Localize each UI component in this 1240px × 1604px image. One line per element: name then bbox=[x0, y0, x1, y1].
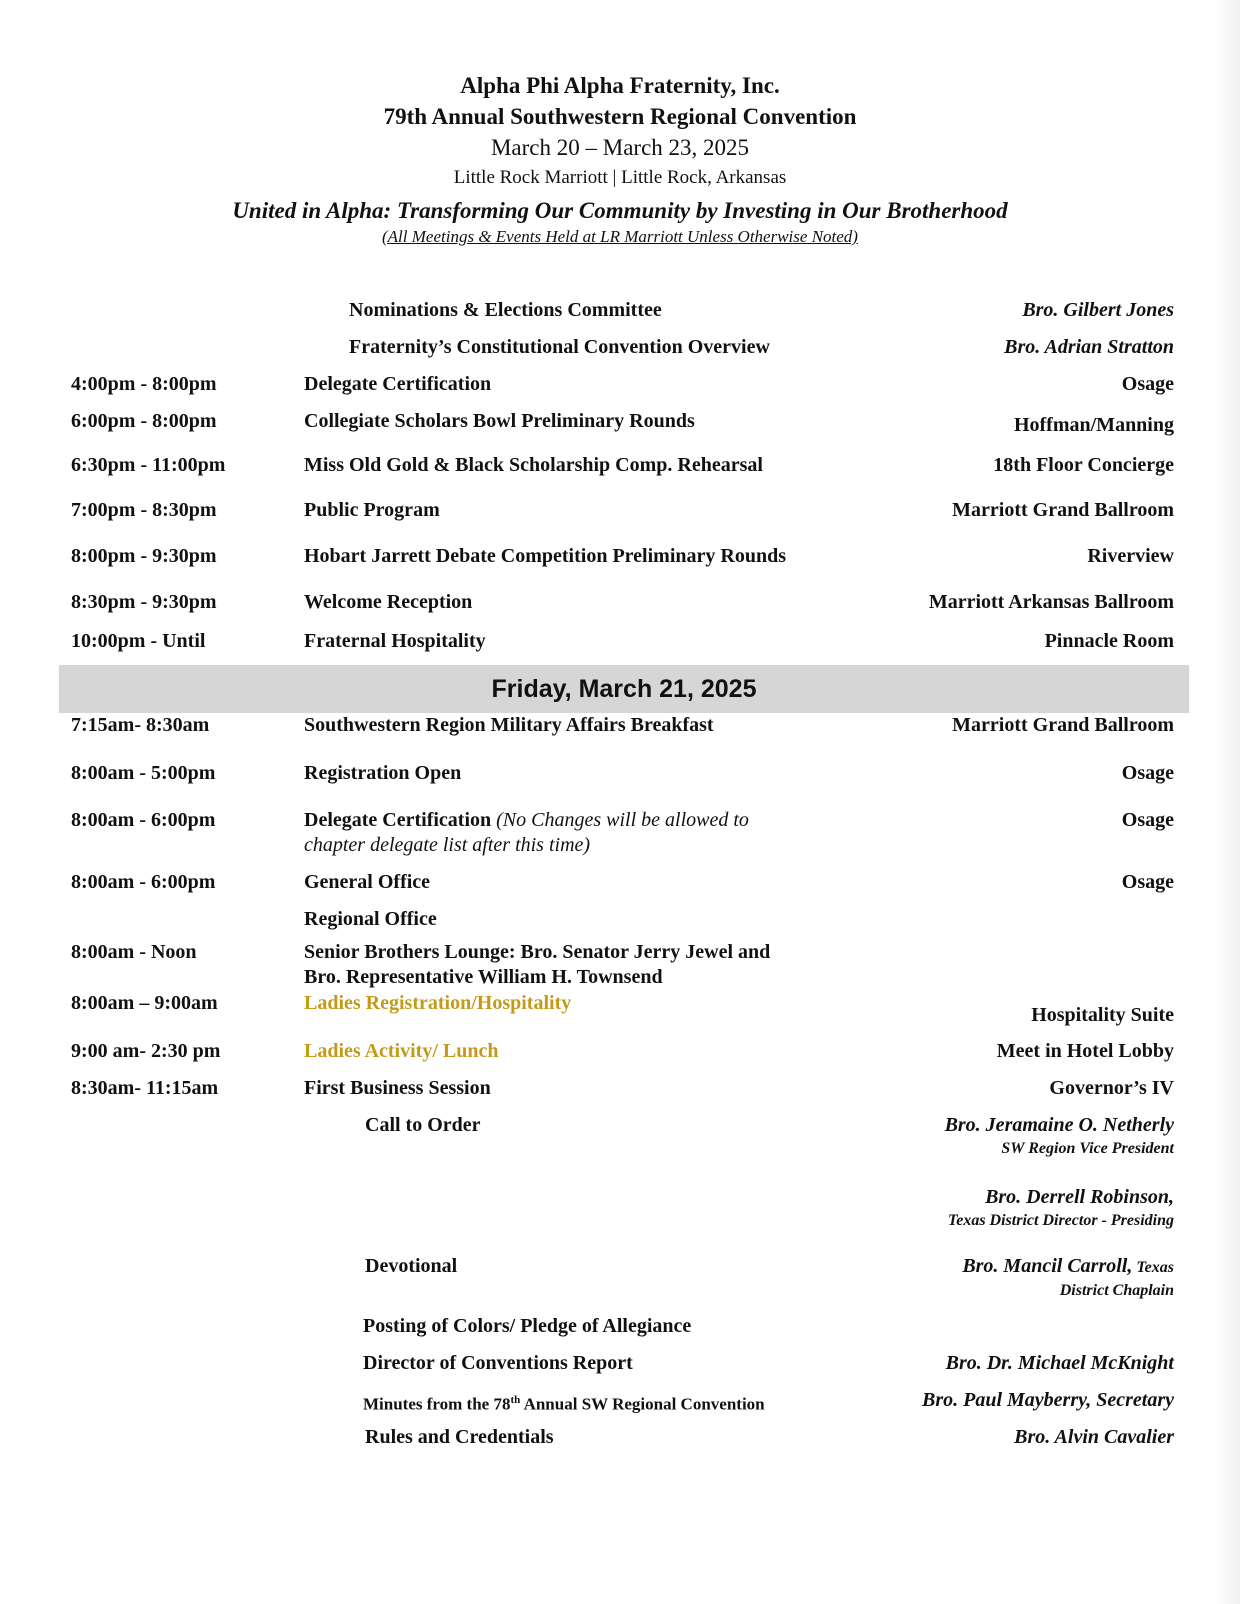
row-time: 8:00am - 6:00pm bbox=[71, 809, 216, 831]
row-title: Fraternal Hospitality bbox=[304, 630, 486, 652]
convention-theme: United in Alpha: Transforming Our Community by Investing in Our Brotherhood bbox=[232, 198, 1008, 223]
row-location: Osage bbox=[1121, 373, 1174, 395]
row-time: 4:00pm - 8:00pm bbox=[71, 373, 217, 395]
row-time: 8:00am - 5:00pm bbox=[71, 762, 216, 784]
row-title: Fraternity’s Constitutional Convention Overview bbox=[349, 336, 770, 358]
session-item-title: Call to Order bbox=[365, 1114, 481, 1136]
session-item-presenter bbox=[948, 1185, 1174, 1232]
row-title-text-2: Bro. Representative William H. Townsend bbox=[304, 966, 663, 988]
row-title: Registration Open bbox=[304, 762, 462, 784]
row-location: Riverview bbox=[1087, 545, 1174, 567]
presenter-name-suffix: Texas bbox=[1132, 1259, 1174, 1276]
row-title: Ladies Activity/ Lunch bbox=[304, 1040, 499, 1062]
row-location: Marriott Arkansas Ballroom bbox=[928, 591, 1174, 613]
row-title: Miss Old Gold & Black Scholarship Comp. Rehearsal bbox=[304, 454, 763, 476]
presenter-name: Bro. Jeramaine O. Netherly bbox=[944, 1114, 1174, 1136]
session-item-presenter: Bro. Paul Mayberry, Secretary bbox=[921, 1389, 1174, 1411]
session-item-title-text: Minutes from the 78 bbox=[363, 1394, 511, 1414]
presenter-role: District Chaplain bbox=[1059, 1282, 1174, 1299]
row-time: 7:15am- 8:30am bbox=[71, 714, 210, 736]
convention-venue: Little Rock Marriott | Little Rock, Arkansas bbox=[453, 167, 787, 188]
org-name: Alpha Phi Alpha Fraternity, Inc. bbox=[460, 73, 780, 98]
row-title: Collegiate Scholars Bowl Preliminary Rounds bbox=[304, 410, 695, 432]
convention-title: 79th Annual Southwestern Regional Convention bbox=[383, 104, 857, 129]
presenter-role: SW Region Vice President bbox=[1001, 1140, 1174, 1157]
row-title-note-2: chapter delegate list after this time) bbox=[304, 834, 591, 856]
session-item-presenter: Bro. Dr. Michael McKnight bbox=[945, 1352, 1174, 1374]
row-time: 8:00am - Noon bbox=[71, 941, 197, 963]
row-time: 10:00pm - Until bbox=[71, 630, 206, 652]
row-title: First Business Session bbox=[304, 1077, 491, 1099]
row-title: Ladies Registration/Hospitality bbox=[304, 992, 572, 1014]
row-location: Osage bbox=[1121, 871, 1174, 893]
ordinal-suffix: th bbox=[510, 1394, 521, 1406]
document-header bbox=[0, 70, 1240, 248]
row-location: Marriott Grand Ballroom bbox=[952, 499, 1174, 521]
day-heading: Friday, March 21, 2025 bbox=[491, 675, 757, 703]
row-presenter: Bro. Adrian Stratton bbox=[1004, 336, 1174, 358]
row-time: 9:00 am- 2:30 pm bbox=[71, 1040, 221, 1062]
row-title-text: Delegate Certification bbox=[304, 809, 492, 831]
row-time: 6:00pm - 8:00pm bbox=[71, 410, 217, 432]
row-location: Osage bbox=[1121, 809, 1174, 831]
session-item-title-rest: Annual SW Regional Convention bbox=[520, 1394, 765, 1414]
venue-note: (All Meetings & Events Held at LR Marriott Unless Otherwise Noted) bbox=[382, 227, 858, 246]
session-item-presenter: Bro. Alvin Cavalier bbox=[1014, 1426, 1174, 1448]
session-item-title bbox=[363, 1388, 923, 1417]
convention-dates: March 20 – March 23, 2025 bbox=[490, 135, 750, 160]
row-location: Hoffman/Manning bbox=[1013, 414, 1174, 436]
row-title: Regional Office bbox=[304, 908, 437, 930]
row-location: Governor’s IV bbox=[1049, 1077, 1174, 1099]
row-time: 8:00pm - 9:30pm bbox=[71, 545, 217, 567]
session-item-title: Devotional bbox=[365, 1255, 458, 1277]
row-title bbox=[304, 808, 864, 858]
row-time: 8:00am – 9:00am bbox=[71, 992, 218, 1014]
presenter-role: Texas District Director - Presiding bbox=[947, 1212, 1174, 1229]
row-time: 7:00pm - 8:30pm bbox=[71, 499, 217, 521]
row-title: Hobart Jarrett Debate Competition Preliminary Rounds bbox=[304, 545, 786, 567]
row-time: 8:30am- 11:15am bbox=[71, 1077, 219, 1099]
day-heading-band bbox=[59, 665, 1189, 713]
session-item-title: Rules and Credentials bbox=[365, 1426, 554, 1448]
row-title: Nominations & Elections Committee bbox=[349, 299, 662, 321]
session-item-presenter bbox=[962, 1254, 1174, 1302]
session-item-title: Posting of Colors/ Pledge of Allegiance bbox=[363, 1315, 692, 1337]
row-title: Welcome Reception bbox=[304, 591, 473, 613]
row-title: Southwestern Region Military Affairs Breakfast bbox=[304, 714, 714, 736]
session-item-title: Director of Conventions Report bbox=[363, 1352, 633, 1374]
presenter-name: Bro. Mancil Carroll, bbox=[962, 1255, 1133, 1277]
row-title: General Office bbox=[304, 871, 431, 893]
row-title-note: (No Changes will be allowed to bbox=[496, 809, 749, 831]
row-time: 8:30pm - 9:30pm bbox=[71, 591, 217, 613]
row-location: Meet in Hotel Lobby bbox=[996, 1040, 1174, 1062]
row-location: Pinnacle Room bbox=[1044, 630, 1174, 652]
row-title bbox=[304, 940, 864, 990]
row-presenter: Bro. Gilbert Jones bbox=[1022, 299, 1174, 321]
row-title: Public Program bbox=[304, 499, 440, 521]
row-title-text: Senior Brothers Lounge: Bro. Senator Jerry Jewel and bbox=[304, 941, 771, 963]
row-location: 18th Floor Concierge bbox=[993, 454, 1174, 476]
row-time: 6:30pm - 11:00pm bbox=[71, 454, 226, 476]
row-location: Osage bbox=[1121, 762, 1174, 784]
row-location: Marriott Grand Ballroom bbox=[952, 714, 1174, 736]
presenter-name: Bro. Derrell Robinson, bbox=[985, 1186, 1174, 1208]
row-location: Hospitality Suite bbox=[1031, 1004, 1174, 1026]
row-time: 8:00am - 6:00pm bbox=[71, 871, 216, 893]
row-title: Delegate Certification bbox=[304, 373, 492, 395]
session-item-presenter bbox=[945, 1113, 1174, 1160]
